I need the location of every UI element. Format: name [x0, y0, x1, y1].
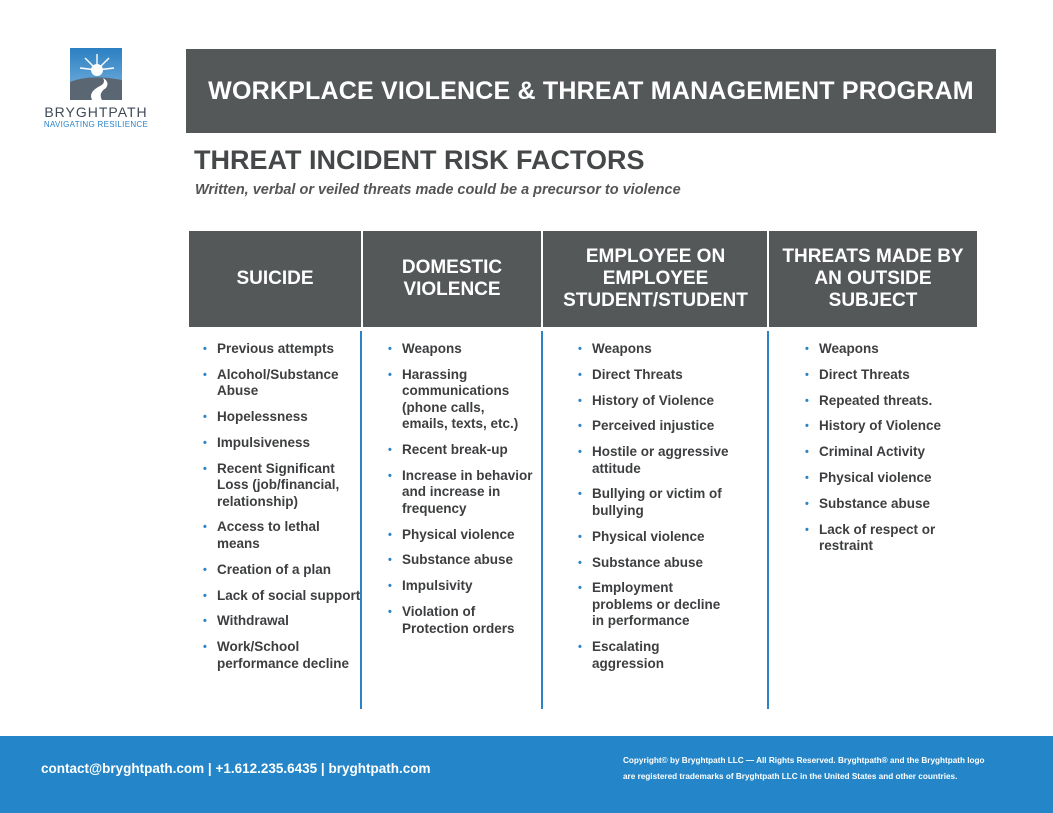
risk-factor-item: • Violation of Protection orders — [388, 604, 534, 637]
risk-factor-item: • Weapons — [805, 341, 957, 358]
risk-factor-item: • Substance abuse — [578, 555, 732, 572]
risk-factor-item: • Recent break-up — [388, 442, 534, 459]
heading-divider — [767, 231, 769, 327]
risk-factor-item: • Hopelessness — [203, 409, 361, 426]
logo-wordmark: BRYGHTPATH — [44, 104, 148, 120]
risk-factor-item: • Physical violence — [388, 527, 534, 544]
risk-factor-item: • Weapons — [388, 341, 534, 358]
risk-factor-item: • History of Violence — [578, 393, 732, 410]
column-body — [189, 327, 361, 709]
risk-list — [578, 327, 732, 672]
risk-list — [388, 327, 534, 637]
heading-divider — [361, 231, 363, 327]
risk-factor-item: • Perceived injustice — [578, 418, 732, 435]
heading-divider — [541, 231, 543, 327]
risk-factor-item: • Employment problems or decline in performance — [578, 580, 732, 630]
risk-factor-item: • Previous attempts — [203, 341, 361, 358]
risk-factor-item: • Lack of respect or restraint — [805, 522, 957, 555]
column-outside-subject — [769, 231, 977, 709]
column-divider — [541, 331, 543, 709]
risk-factor-item: • Access to lethal means — [203, 519, 361, 552]
footer-bar — [0, 736, 1053, 813]
risk-factor-item: • Physical violence — [578, 529, 732, 546]
risk-factor-item: • Increase in behavior and increase in frequency — [388, 468, 534, 518]
risk-factor-item: • Recent Significant Loss (job/financial, relationship) — [203, 461, 361, 511]
column-divider — [767, 331, 769, 709]
column-heading: EMPLOYEE ON EMPLOYEE STUDENT/STUDENT — [543, 231, 768, 327]
column-body — [362, 327, 542, 709]
risk-factor-item: • Harassing communications (phone calls, emails, texts, etc.) — [388, 367, 534, 433]
page-title: THREAT INCIDENT RISK FACTORS — [194, 145, 645, 175]
risk-factor-item: • Criminal Activity — [805, 444, 957, 461]
risk-factor-item: • Escalating aggression — [578, 639, 732, 672]
legal-line-2: are registered trademarks of Bryghtpath LLC in the United States and other countries. — [623, 772, 958, 781]
column-body — [769, 327, 977, 709]
risk-factor-item: • Creation of a plan — [203, 562, 361, 579]
risk-factor-item: • Physical violence — [805, 470, 957, 487]
column-suicide — [189, 231, 361, 709]
footer-legal — [623, 753, 1023, 785]
page-subtitle: Written, verbal or veiled threats made could be a precursor to violence — [195, 182, 681, 198]
bryghtpath-logo-mark — [70, 48, 122, 100]
footer-contact: contact@bryghtpath.com | +1.612.235.6435 | bryghtpath.com — [41, 761, 431, 776]
column-divider — [360, 331, 362, 709]
risk-factor-item: • Impulsivity — [388, 578, 534, 595]
risk-factor-item: • Direct Threats — [805, 367, 957, 384]
risk-factor-item: • Impulsiveness — [203, 435, 361, 452]
risk-factor-item: • Lack of social support — [203, 588, 361, 605]
risk-factor-item: • Alcohol/Substance Abuse — [203, 367, 361, 400]
risk-factor-item: • Repeated threats. — [805, 393, 957, 410]
risk-factor-table — [189, 231, 977, 709]
risk-factor-item: • Hostile or aggressive attitude — [578, 444, 732, 477]
column-employee-student — [543, 231, 768, 709]
column-domestic-violence — [362, 231, 542, 709]
company-logo — [40, 48, 152, 129]
legal-line-1: Copyright© by Bryghtpath LLC — All Rights Reserved. Bryghtpath® and the Bryghtpath logo — [623, 756, 985, 765]
risk-factor-item: • Direct Threats — [578, 367, 732, 384]
risk-list — [203, 327, 361, 672]
column-body — [543, 327, 768, 709]
risk-factor-item: • Weapons — [578, 341, 732, 358]
risk-factor-item: • Work/School performance decline — [203, 639, 361, 672]
risk-factor-item: • Withdrawal — [203, 613, 361, 630]
column-heading: THREATS MADE BY AN OUTSIDE SUBJECT — [769, 231, 977, 327]
column-heading: SUICIDE — [189, 231, 361, 327]
risk-factor-item: • Bullying or victim of bullying — [578, 486, 732, 519]
column-heading: DOMESTIC VIOLENCE — [362, 231, 542, 327]
logo-tagline: NAVIGATING RESILIENCE — [43, 120, 149, 129]
risk-factor-item: • History of Violence — [805, 418, 957, 435]
risk-factor-item: • Substance abuse — [805, 496, 957, 513]
risk-factor-item: • Substance abuse — [388, 552, 534, 569]
risk-list — [805, 327, 957, 555]
program-banner: WORKPLACE VIOLENCE & THREAT MANAGEMENT PROGRAM — [186, 49, 996, 133]
